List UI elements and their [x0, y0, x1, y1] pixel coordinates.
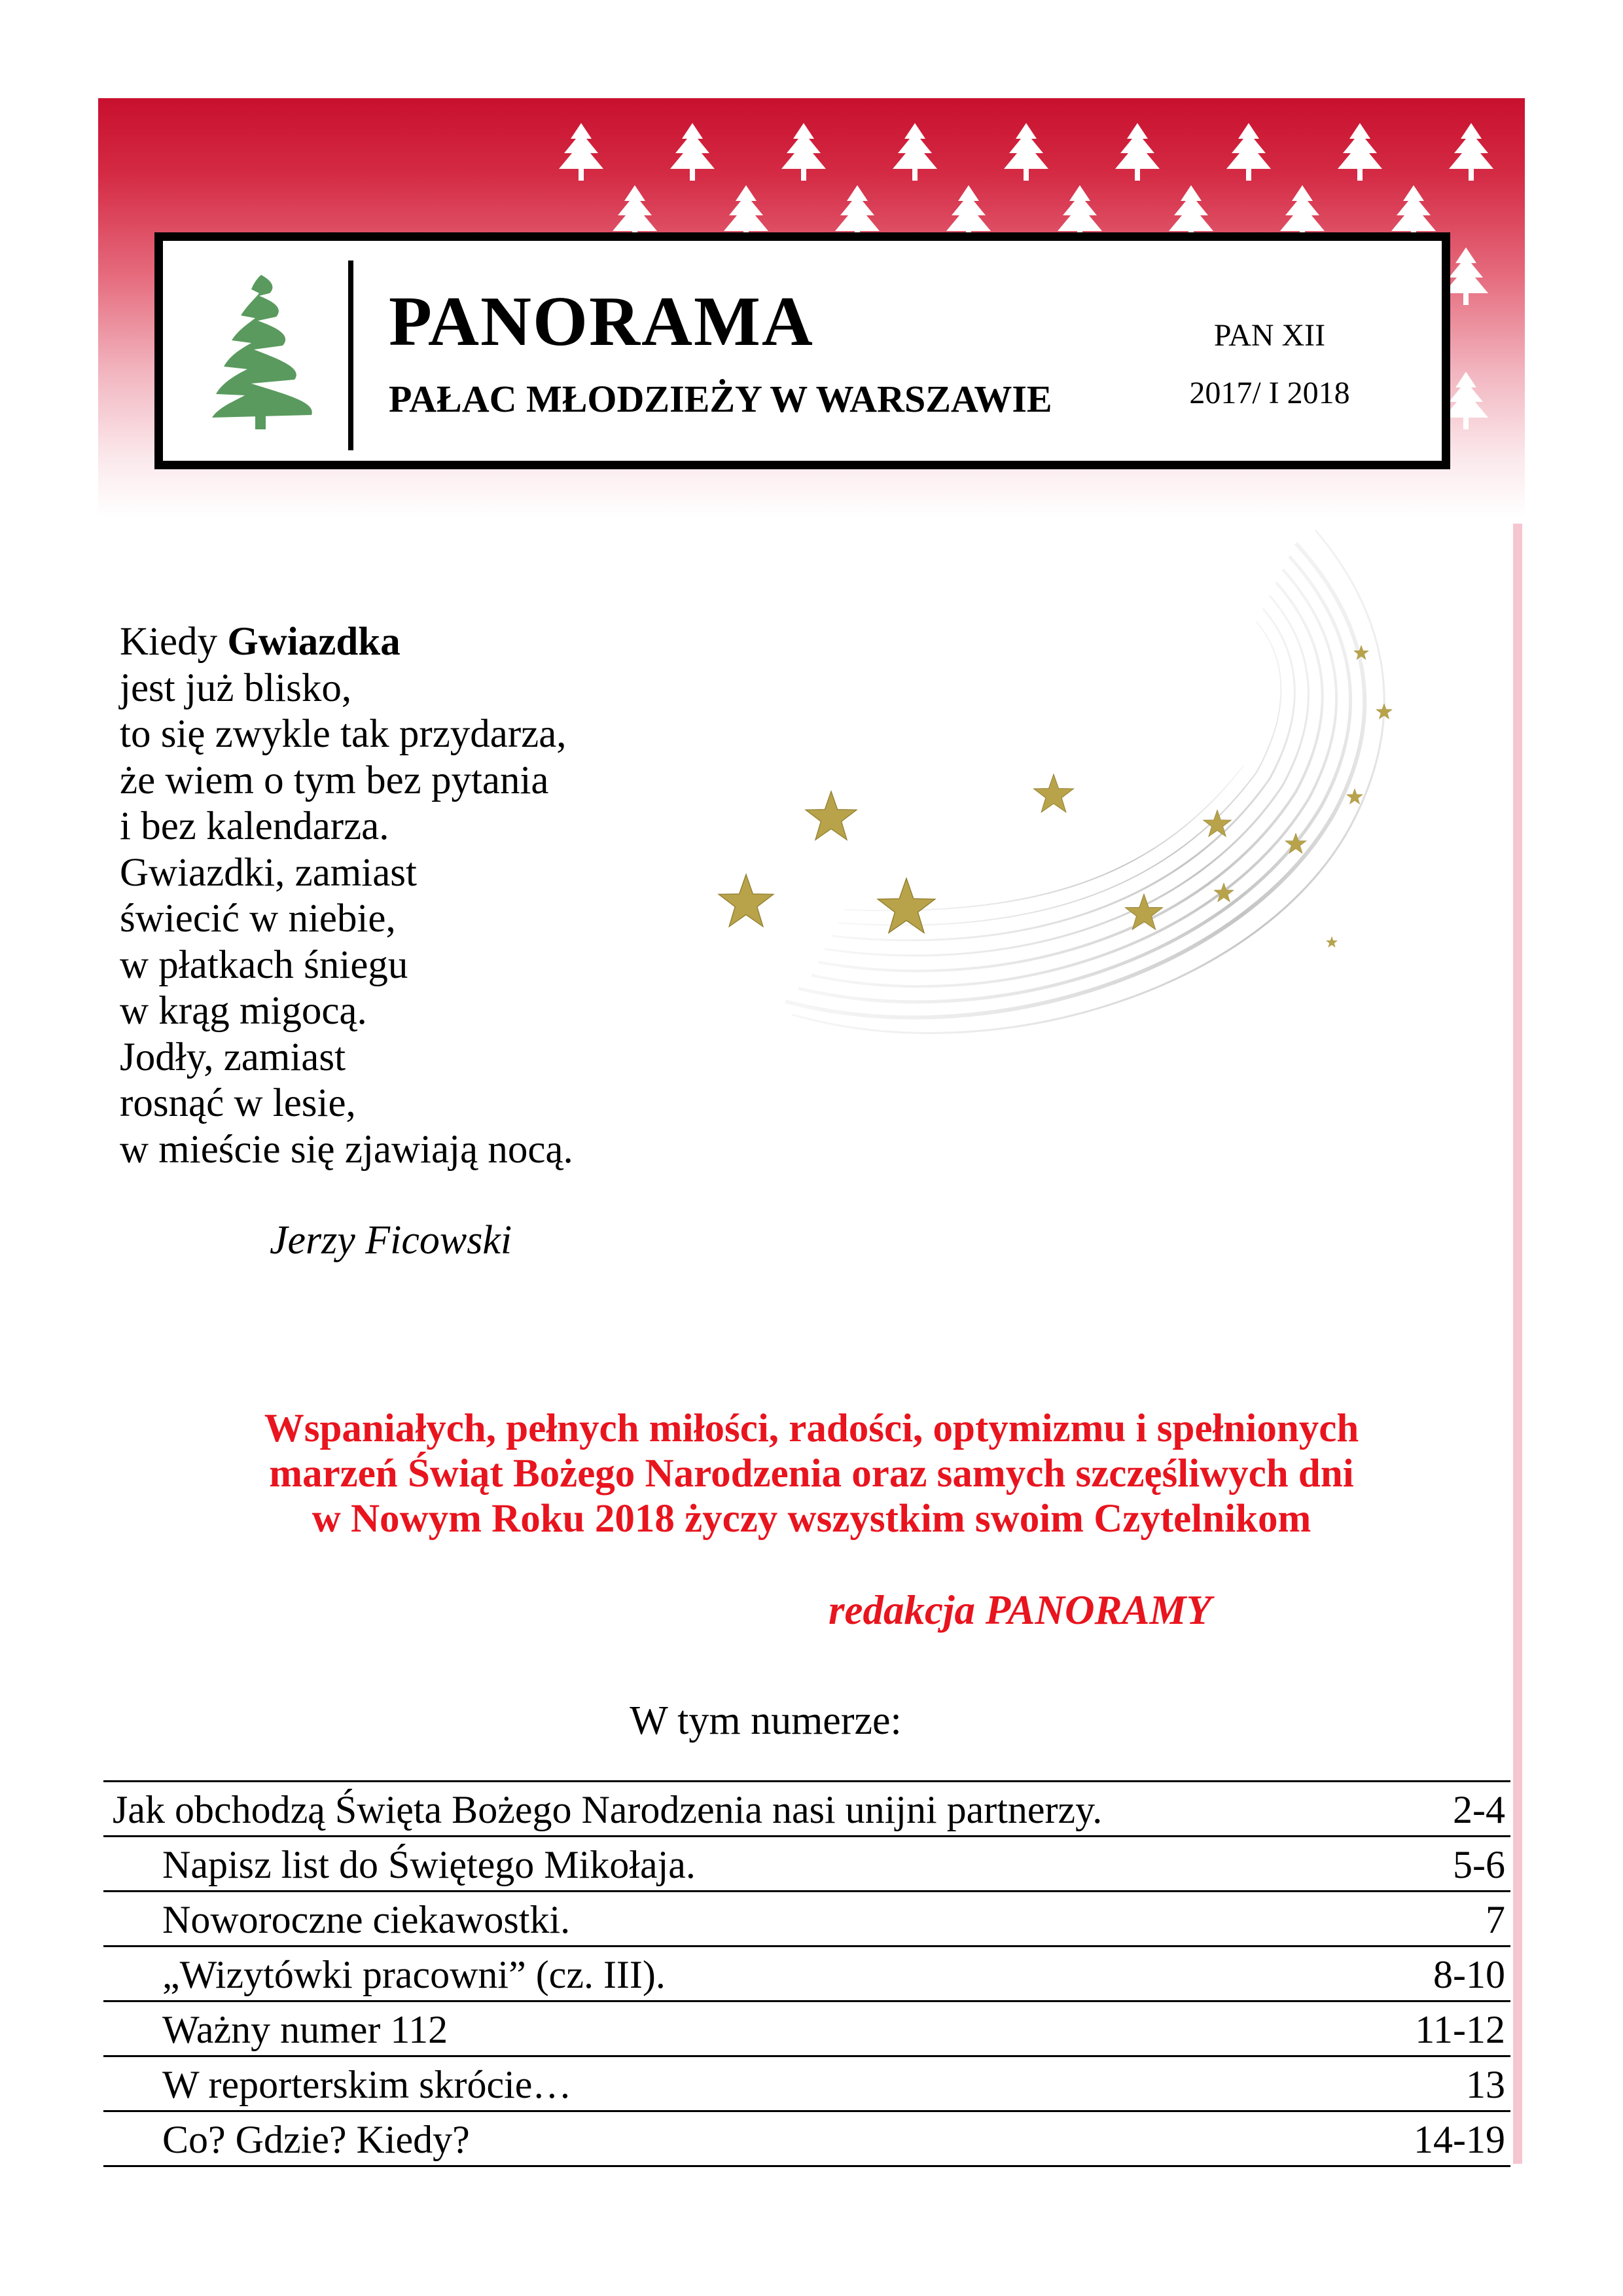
toc-title: Ważny numer 112 [162, 2008, 448, 2051]
poem-line: jest już blisko, [120, 666, 352, 710]
magazine-subtitle: PAŁAC MŁODZIEŻY W WARSZAWIE [389, 378, 1052, 420]
tree-pattern-icon [1004, 123, 1048, 181]
greeting-signoff: redakcja PANORAMY [829, 1587, 1212, 1633]
poem-line: w krąg migocą. [120, 989, 367, 1033]
poem-line: rosnąć w lesie, [120, 1081, 356, 1125]
greeting-line: marzeń Świąt Bożego Narodzenia oraz samych szczęśliwych dni [269, 1452, 1354, 1496]
christmas-tree-icon [199, 267, 323, 431]
toc-pages: 11-12 [1415, 2008, 1505, 2051]
tree-pattern-icon [670, 123, 715, 181]
toc-row[interactable] [103, 1892, 1510, 1947]
tree-pattern-icon [1444, 372, 1488, 429]
tree-pattern-icon [1115, 123, 1160, 181]
toc-pages: 14-19 [1414, 2118, 1505, 2161]
toc-title: W reporterskim skrócie… [162, 2063, 572, 2106]
masthead-divider [348, 260, 353, 450]
shooting-stars-illustration [707, 517, 1518, 1106]
issue-date: 2017/ I 2018 [1189, 376, 1350, 410]
poem-line: w płatkach śniegu [120, 942, 408, 987]
poem-line: w mieście się zjawiają nocą. [120, 1127, 573, 1172]
toc-pages: 8-10 [1433, 1953, 1505, 1996]
tree-pattern-icon [781, 123, 826, 181]
poem-line: i bez kalendarza. [120, 804, 389, 848]
greeting-line: w Nowym Roku 2018 życzy wszystkim swoim Czytelnikom [312, 1497, 1311, 1541]
masthead-box [154, 232, 1450, 469]
table-of-contents [103, 1780, 1510, 2167]
toc-row[interactable] [103, 2112, 1510, 2167]
toc-pages: 7 [1486, 1898, 1505, 1941]
toc-row[interactable] [103, 1837, 1510, 1892]
toc-row[interactable] [103, 1947, 1510, 2002]
toc-title: Napisz list do Świętego Mikołaja. [162, 1843, 696, 1886]
issue-number: PAN XII [1213, 318, 1326, 353]
tree-pattern-icon [559, 123, 603, 181]
tree-pattern-icon [1444, 247, 1488, 305]
toc-title: Noworoczne ciekawostki. [162, 1898, 571, 1941]
toc-heading: W tym numerze: [630, 1698, 902, 1743]
toc-pages: 2-4 [1453, 1788, 1505, 1831]
toc-pages: 13 [1466, 2063, 1505, 2106]
toc-pages: 5-6 [1453, 1843, 1505, 1886]
poem-line-bold: Gwiazdka [227, 620, 401, 664]
magazine-title: PANORAMA [389, 283, 814, 361]
toc-title: Jak obchodzą Święta Bożego Narodzenia nasi unijni partnerzy. [113, 1788, 1103, 1831]
toc-row[interactable] [103, 1782, 1510, 1837]
poem-line-prefix: Kiedy [120, 620, 228, 664]
poem [120, 619, 573, 1173]
poem-line: to się zwykle tak przydarza, [120, 712, 567, 756]
poem-line: że wiem o tym bez pytania [120, 758, 549, 802]
tree-pattern-icon [1449, 123, 1493, 181]
poem-line: Gwiazdki, zamiast [120, 850, 417, 895]
toc-title: Co? Gdzie? Kiedy? [162, 2118, 470, 2161]
poem-line: świecić w niebie, [120, 897, 396, 941]
poem-author: Jerzy Ficowski [270, 1218, 512, 1263]
holiday-greeting [164, 1406, 1459, 1541]
tree-pattern-icon [1226, 123, 1271, 181]
poem-line [120, 619, 573, 666]
tree-pattern-icon [893, 123, 937, 181]
greeting-line: Wspaniałych, pełnych miłości, radości, optymizmu i spełnionych [264, 1407, 1359, 1450]
tree-pattern-icon [1338, 123, 1382, 181]
toc-title: „Wizytówki pracowni” (cz. III). [162, 1953, 666, 1996]
poem-line: Jodły, zamiast [120, 1035, 346, 1079]
toc-row[interactable] [103, 2057, 1510, 2112]
toc-row[interactable] [103, 2002, 1510, 2057]
